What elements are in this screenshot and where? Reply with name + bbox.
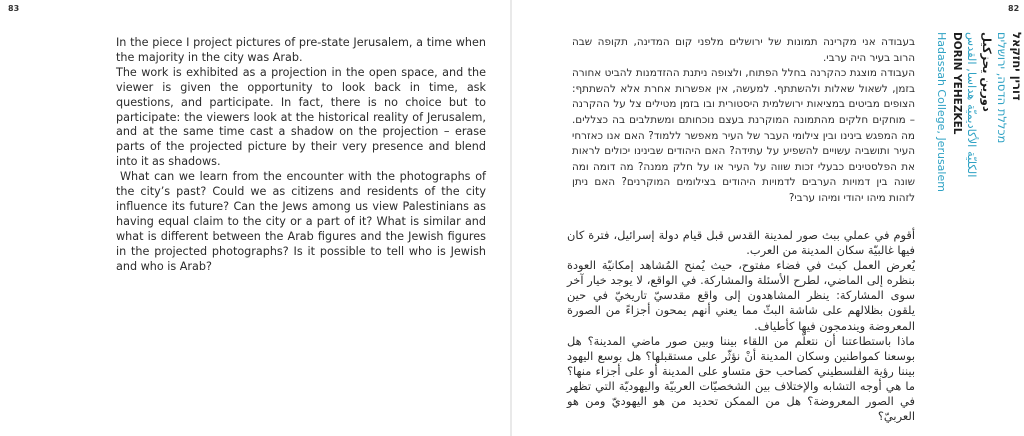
artist-name-arabic: دورين يحزكيل xyxy=(980,32,994,112)
institution-english: Hadassah College, Jerusalem xyxy=(935,32,948,192)
hebrew-paragraph-1: בעבודה אני מקרינה תמונות של ירושלים מלפני קום המדינה, תקופה שבה הרוב בעיר היה ערבי. xyxy=(572,36,915,64)
hebrew-text-block xyxy=(572,35,915,207)
english-paragraph-1: In the piece I project pictures of pre-state Jerusalem, a time when the majority in the city was Arab. xyxy=(116,36,486,64)
page-gutter xyxy=(510,0,512,436)
arabic-paragraph-2: يُعرض العمل كبث في فضاء مفتوح، حيث يُمنح المُشاهد إمكانيّة العودة بنظره إلى الماضي، لطرح الأسئلة والمشاركة. في الواقع، لا يوجد خيار آخر سوى المشاركة: ينظر المشاهدون إلى واقع مقدسيّ تاريخيّ في حين يلقون بظلالهم على شاشة البثّ مما يعني أنهم يمحون أجزاءً من الصورة المعروضة ويندمجون فيها كأطياف. xyxy=(567,258,915,333)
institution-hebrew: מכללת הדסה, ירושלים xyxy=(995,32,1009,144)
arabic-text-block xyxy=(567,228,915,424)
english-paragraph-2: The work is exhibited as a projection in the open space, and the viewer is given the opportunity to look back in time, ask questions, and participate. In fact, there is no choice but to participate: the viewers look at the historical reality of Jerusalem, and at the same time cast a shadow on the projection – erase parts of the projected picture by their very presence and blend into it as shadows. xyxy=(116,65,486,169)
hebrew-paragraph-2: העבודה מוצגת כהקרנה בחלל הפתוח, ולצופה ניתנת ההזדמנות להביט אחורה בזמן, לשאול שאלות ולהשתתף. למעשה, אין אפשרות אחרת אלא להשתתף: הצופים מביטים במציאות ירושלמית היסטורית ובו בזמן מטילים צל על ההקרנה – מוחקים חלקים מהתמונה המוקרנת בעצם נוכחותם ומשתלבים בה כצללים. מה המפגש בינינו ובין צילומי העבר של העיר מאפשר ללמוד? האם אנו כאזרחי העיר ותושביה עשויים להשפיע על עתידה? האם היהודים שבינינו יכולים לראות את הפלסטינים כבעלי זכות שווה על העיר או על חלק ממנה? מה דומה ומה שונה בין דמויות הערבים לדמויות היהודים בצילומים המוקרנים? האם ניתן לזהות מיהו יהודי ומיהו ערבי? xyxy=(572,67,915,204)
artist-credits xyxy=(934,32,1024,428)
artist-name-english: DORIN YEHEZKEL xyxy=(951,32,963,135)
english-text-block xyxy=(116,36,486,275)
page-number-right: 82 xyxy=(1008,4,1020,13)
institution-arabic: الكليّة الأكاديميّة هداسا, القدس xyxy=(965,32,979,178)
english-paragraph-3: What can we learn from the encounter with the photographs of the city’s past? Could we as citizens and residents of the city influence its future? Can the Jews among us view Palestinians as having equal claim to the city or a part of it? What is similar and what is different between the Arab figures and the Jewish figures in the projected photographs? Is it possible to tell who is Jewish and who is Arab? xyxy=(116,170,486,273)
page-number-left: 83 xyxy=(8,4,20,13)
artist-name-hebrew: דורין יחזקאל xyxy=(1010,32,1024,101)
arabic-paragraph-1: أقوم في عملي ببث صور لمدينة القدس قبل قيام دولة إسرائيل، فترة كان فيها غالبيّة سكان المدينة من العرب. xyxy=(567,228,915,258)
arabic-paragraph-3: ماذا باستطاعتنا أن نتعلّم من اللقاء بيننا وبين صور ماضي المدينة؟ هل بوسعنا كمواطنين وسكان المدينة أنْ نؤثّر على مستقبلها؟ هل بوسع اليهود بيننا رؤية الفلسطيني كصاحب حق متساو على المدينة أو على أجزاء منها؟ ما هي أوجه التشابه والإختلاف بين الشخصيّات العربيّة واليهوديّة التي تظهر في الصور المعروضة؟ هل من الممكن تحديد من هو اليهوديّ ومن هو العربيّ؟ xyxy=(567,333,915,424)
